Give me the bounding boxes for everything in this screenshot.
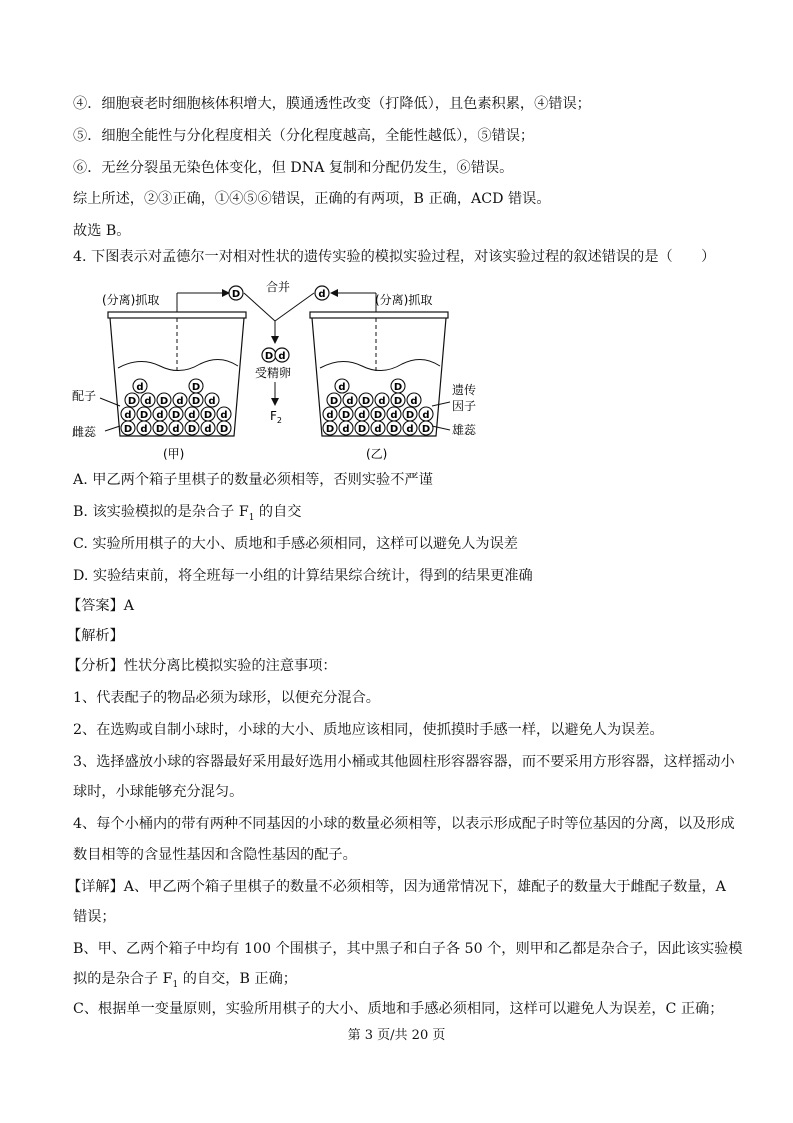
gene-ball-letter: d (188, 410, 196, 421)
gene-ball-letter: d (124, 410, 132, 421)
merge-label: 合并 (266, 280, 291, 294)
ball-label: d (318, 289, 326, 300)
gene-ball-letter: D (159, 396, 169, 407)
gene-ball-letter: d (338, 382, 346, 393)
analysis-line: 1、代表配子的物品必须为球形，以便充分混合。 (73, 690, 380, 706)
analysis-line: 2、在选购或自制小球时，小球的大小、质地应该相同，使抓摸时手感一样，以避免人为误差。 (73, 722, 664, 738)
experiment-figure (70, 276, 490, 466)
ball-label: D (231, 289, 241, 300)
text-line: 综上所述，②③正确，①④⑤⑥错误，正确的有两项，B 正确，ACD 错误。 (73, 191, 551, 207)
detail-c: C、根据单一变量原则，实验所用棋子的大小、质地和手感必须相同，这样可以避免人为误差，C 正确； (73, 1001, 724, 1017)
gene-ball-letter: D (325, 424, 335, 435)
gene-ball-letter: d (136, 382, 144, 393)
jar-b-label: (乙) (366, 447, 388, 461)
gene-ball-letter: d (220, 410, 228, 421)
gene-ball-letter: d (208, 396, 216, 407)
gene-ball-letter: d (144, 396, 152, 407)
gene-ball-letter: D (219, 424, 229, 435)
gamete-label: 配子 (72, 389, 97, 403)
analysis-line: 【分析】性状分离比模拟实验的注意事项： (67, 658, 337, 674)
gene-ball-letter: D (329, 396, 339, 407)
gene-ball-letter: d (204, 424, 212, 435)
gene-ball-letter: D (127, 396, 137, 407)
text-line: 故选 B。 (73, 223, 131, 239)
gene-ball-letter: d (342, 424, 350, 435)
gene-ball-letter: d (326, 410, 334, 421)
right-grab-label: (分离)抓取 (375, 293, 433, 307)
gene-ball-letter: D (421, 424, 431, 435)
detail-a: 【详解】A、甲乙两个箱子里棋子的数量不必须相等，因为通常情况下，雄配子的数量大于雌配子数量，A (67, 879, 726, 895)
gene-ball-letter: d (358, 410, 366, 421)
gene-ball-letter: d (374, 424, 382, 435)
answer: 【答案】A (67, 598, 134, 614)
f2-label: $F_2$ (270, 409, 282, 425)
option-d: D. 实验结束前，将全班每一小组的计算结果综合统计，得到的结果更准确 (73, 568, 533, 584)
gene-ball-letter: d (410, 396, 418, 407)
text-line: ⑥．无丝分裂虽无染色体变化，但 DNA 复制和分配仍发生，⑥错误。 (73, 160, 514, 176)
jar-a-label: (甲) (163, 447, 185, 461)
pistil-label: 雌蕊 (72, 425, 97, 439)
gene-ball-letter: D (191, 382, 201, 393)
zygote-label: 受精卵 (255, 366, 292, 380)
stamen-label: 雄蕊 (452, 423, 477, 437)
gene-label-2: 因子 (452, 399, 477, 413)
gene-ball-letter: D (393, 396, 403, 407)
gene-ball-letter: d (176, 396, 184, 407)
gene-ball-letter: D (171, 410, 181, 421)
option-b: B. 该实验模拟的是杂合子 $F_1$ 的自交 (73, 504, 302, 523)
gene-ball-letter: d (140, 424, 148, 435)
svg-text:d: d (278, 351, 286, 362)
gene-ball-letter: D (341, 410, 351, 421)
detail-b: B、甲、乙两个箱子中均有 100 个围棋子，其中黑子和白子各 50 个，则甲和乙都是杂合子，因此该实验模 (73, 941, 743, 957)
gene-ball-letter: D (393, 382, 403, 393)
analysis-line: 数目相等的含显性基因和含隐性基因的配子。 (73, 847, 357, 863)
gene-ball-letter: d (378, 396, 386, 407)
gene-ball-letter: D (155, 424, 165, 435)
gene-ball-letter: d (390, 410, 398, 421)
analysis-head: 【解析】 (67, 628, 124, 644)
gene-ball-letter: D (357, 424, 367, 435)
gene-ball-letter: D (203, 410, 213, 421)
gene-ball-letter: D (389, 424, 399, 435)
gene-ball-letter: d (172, 424, 180, 435)
gene-ball-letter: D (191, 396, 201, 407)
left-jar-balls (121, 379, 231, 435)
right-jar-balls (323, 379, 433, 435)
gene-ball-letter: D (405, 410, 415, 421)
gene-label-1: 遗传 (452, 383, 477, 397)
left-grab-label: (分离)抓取 (102, 293, 160, 307)
detail-b-cont: 拟的是杂合子 $F_1$ 的自交，B 正确； (73, 971, 297, 990)
gene-ball-letter: D (361, 396, 371, 407)
detail-a-cont: 错误； (73, 909, 116, 925)
analysis-line: 4、每个小桶内的带有两种不同基因的小球的数量必须相等，以表示形成配子时等位基因的分离，以及形成 (73, 816, 735, 832)
svg-text:D: D (264, 351, 274, 362)
option-a: A. 甲乙两个箱子里棋子的数量必须相等，否则实验不严谨 (73, 472, 433, 488)
gene-ball-letter: D (187, 424, 197, 435)
gene-ball-letter: D (139, 410, 149, 421)
analysis-line: 球时，小球能够充分混匀。 (73, 784, 244, 800)
analysis-line: 3、选择盛放小球的容器最好采用最好选用小桶或其他圆柱形容器容器，而不要采用方形容器，这样摇动小 (73, 754, 735, 770)
text-line: ⑤．细胞全能性与分化程度相关（分化程度越高，全能性越低），⑤错误； (73, 128, 535, 144)
text-line: ④．细胞衰老时细胞核体积增大，膜通透性改变（打降低），且色素积累，④错误； (73, 96, 591, 112)
gene-ball-letter: d (422, 410, 430, 421)
gene-ball-letter: D (373, 410, 383, 421)
gene-ball-letter: d (346, 396, 354, 407)
page-footer: 第 3 页/共 20 页 (347, 1028, 446, 1043)
question-stem: 4. 下图表示对孟德尔一对相对性状的遗传实验的模拟实验过程，对该实验过程的叙述错误的是（ ） (73, 249, 716, 265)
gene-ball-letter: d (156, 410, 164, 421)
option-c: C. 实验所用棋子的大小、质地和手感必须相同，这样可以避免人为误差 (73, 536, 518, 552)
gene-ball-letter: d (406, 424, 414, 435)
gene-ball-letter: D (123, 424, 133, 435)
